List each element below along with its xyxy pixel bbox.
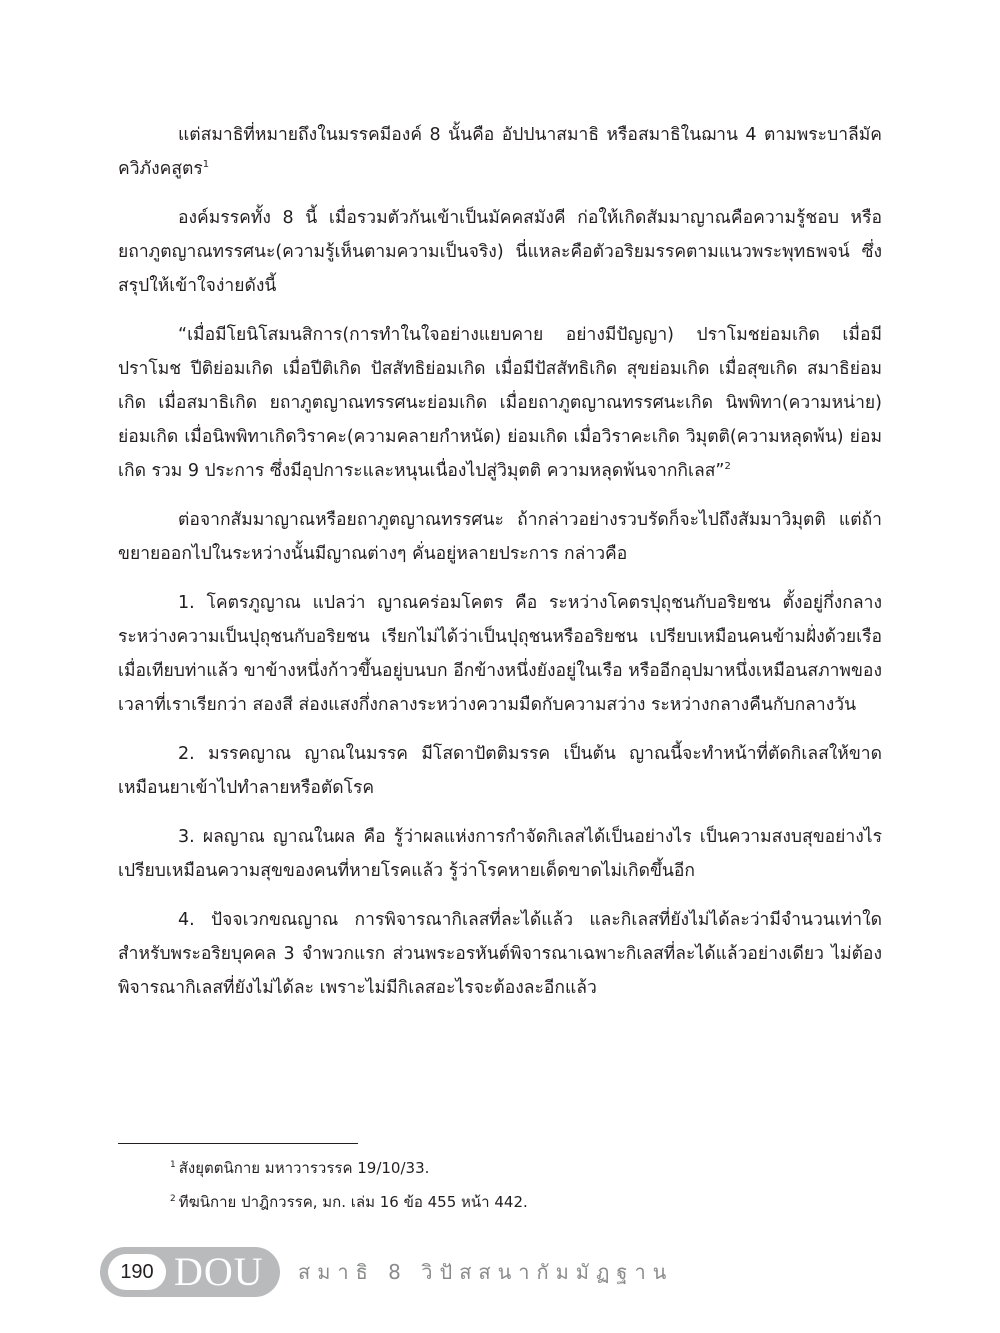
book-title: สมาธิ 8 วิปัสสนากัมมัฏฐาน	[298, 1260, 674, 1284]
paragraph-text: 4. ปัจจเวกขณญาณ การพิจารณากิเลสที่ละได้แล้ว และกิเลสที่ยังไม่ได้ละว่ามีจำนวนเท่าใด สำหรับพระอริยบุคคล 3 จำพวกแรก ส่วนพระอรหันต์พิจารณาเฉพาะกิเลสที่ละได้แล้วอย่างเดียว ไม่ต้องพิจารณากิเลสที่ยังไม่ได้ละ เพราะไม่มีกิเลสอะไรจะต้องละอีกแล้ว	[118, 910, 882, 998]
footnote-number: 2	[170, 1194, 176, 1204]
paragraph-text: “เมื่อมีโยนิโสมนสิการ(การทำในใจอย่างแยบคาย อย่างมีปัญญา) ปราโมชย่อมเกิด เมื่อมีปราโมช ปีติย่อมเกิด เมื่อปีติเกิด ปัสสัทธิย่อมเกิด เมื่อมีปัสสัทธิเกิด สุขย่อมเกิด เมื่อสุขเกิด สมาธิย่อมเกิด เมื่อสมาธิเกิด ยถาภูตญาณทรรศนะย่อมเกิด เมื่อยถาภูตญาณทรรศนะเกิด นิพพิทา(ความหน่าย) ย่อมเกิด เมื่อนิพพิทาเกิดวิราคะ(ความคลายกำหนัด) ย่อมเกิด เมื่อวิราคะเกิด วิมุตติ(ความหลุดพ้น) ย่อมเกิด รวม 9 ประการ ซึ่งมีอุปการะและหนุนเนื่องไปสู่วิมุตติ ความหลุดพ้นจากกิเลส”	[118, 325, 882, 481]
list-item-4	[118, 903, 882, 1005]
footnote-text: ทีฆนิกาย ปาฎิกวรรค, มก. เล่ม 16 ข้อ 455 หน้า 442.	[178, 1193, 528, 1211]
paragraph-text: 1. โคตรภูญาณ แปลว่า ญาณคร่อมโคตร คือ ระหว่างโคตรปุถุชนกับอริยชน ตั้งอยู่กึ่งกลางระหว่างความเป็นปุถุชนกับอริยชน เรียกไม่ได้ว่าเป็นปุถุชนหรืออริยชน เปรียบเหมือนคนข้ามฝั่งด้วยเรือเมื่อเทียบท่าแล้ว ขาข้างหนึ่งก้าวขึ้นอยู่บนบก อีกข้างหนึ่งยังอยู่ในเรือ หรืออีกอุปมาหนึ่งเหมือนสภาพของเวลาที่เราเรียกว่า สองสี ส่องแสงกึ่งกลางระหว่างความมืดกับความสว่าง ระหว่างกลางคืนกับกลางวัน	[118, 593, 882, 715]
paragraph-3-quote	[118, 318, 882, 488]
footnote-ref-2: 2	[724, 461, 731, 473]
footnote-divider	[118, 1143, 358, 1144]
paragraph-2	[118, 201, 882, 303]
footnote-ref-1: 1	[202, 159, 210, 171]
paragraph-text: 3. ผลญาณ ญาณในผล คือ รู้ว่าผลแห่งการกำจัดกิเลสได้เป็นอย่างไร เป็นความสงบสุขอย่างไร เปรียบเหมือนความสุขของคนที่หายโรคแล้ว รู้ว่าโรคหายเด็ดขาดไม่เกิดขึ้นอีก	[118, 827, 882, 881]
list-item-3	[118, 820, 882, 888]
paragraph-text: องค์มรรคทั้ง 8 นี้ เมื่อรวมตัวกันเข้าเป็นมัคคสมังคี ก่อให้เกิดสัมมาญาณคือความรู้ชอบ หรือยถาภูตญาณทรรศนะ(ความรู้เห็นตามความเป็นจริง) นี่แหละคือตัวอริยมรรคตามแนวพระพุทธพจน์ ซึ่งสรุปให้เข้าใจง่ายดังนี้	[118, 208, 882, 296]
list-item-1	[118, 586, 882, 722]
paragraph-text: 2. มรรคญาณ ญาณในมรรค มีโสดาปัตติมรรค เป็นต้น ญาณนี้จะทำหน้าที่ตัดกิเลสให้ขาด เหมือนยาเข้าไปทำลายหรือตัดโรค	[118, 744, 882, 798]
body-text	[118, 118, 882, 1020]
paragraph-text: แต่สมาธิที่หมายถึงในมรรคมีองค์ 8 นั้นคือ อัปปนาสมาธิ หรือสมาธิในฌาน 4 ตามพระบาลีมัคควิภังคสูตร	[118, 125, 882, 179]
page-footer	[100, 1246, 673, 1298]
paragraph-text: ต่อจากสัมมาญาณหรือยถาภูตญาณทรรศนะ ถ้ากล่าวอย่างรวบรัดก็จะไปถึงสัมมาวิมุตติ แต่ถ้าขยายออกไปในระหว่างนั้นมีญาณต่างๆ คั่นอยู่หลายประการ กล่าวคือ	[118, 510, 882, 564]
footnotes	[170, 1158, 870, 1226]
page-number: 190	[108, 1254, 166, 1290]
footer-badge	[100, 1247, 280, 1297]
list-item-2	[118, 737, 882, 805]
paragraph-1	[118, 118, 882, 186]
dou-logo: DOU	[174, 1249, 264, 1294]
footnote-1	[170, 1158, 870, 1178]
paragraph-4	[118, 503, 882, 571]
footnote-2	[170, 1192, 870, 1212]
footnote-text: สังยุตตนิกาย มหาวารวรรค 19/10/33.	[178, 1159, 430, 1177]
footnote-number: 1	[170, 1160, 176, 1170]
